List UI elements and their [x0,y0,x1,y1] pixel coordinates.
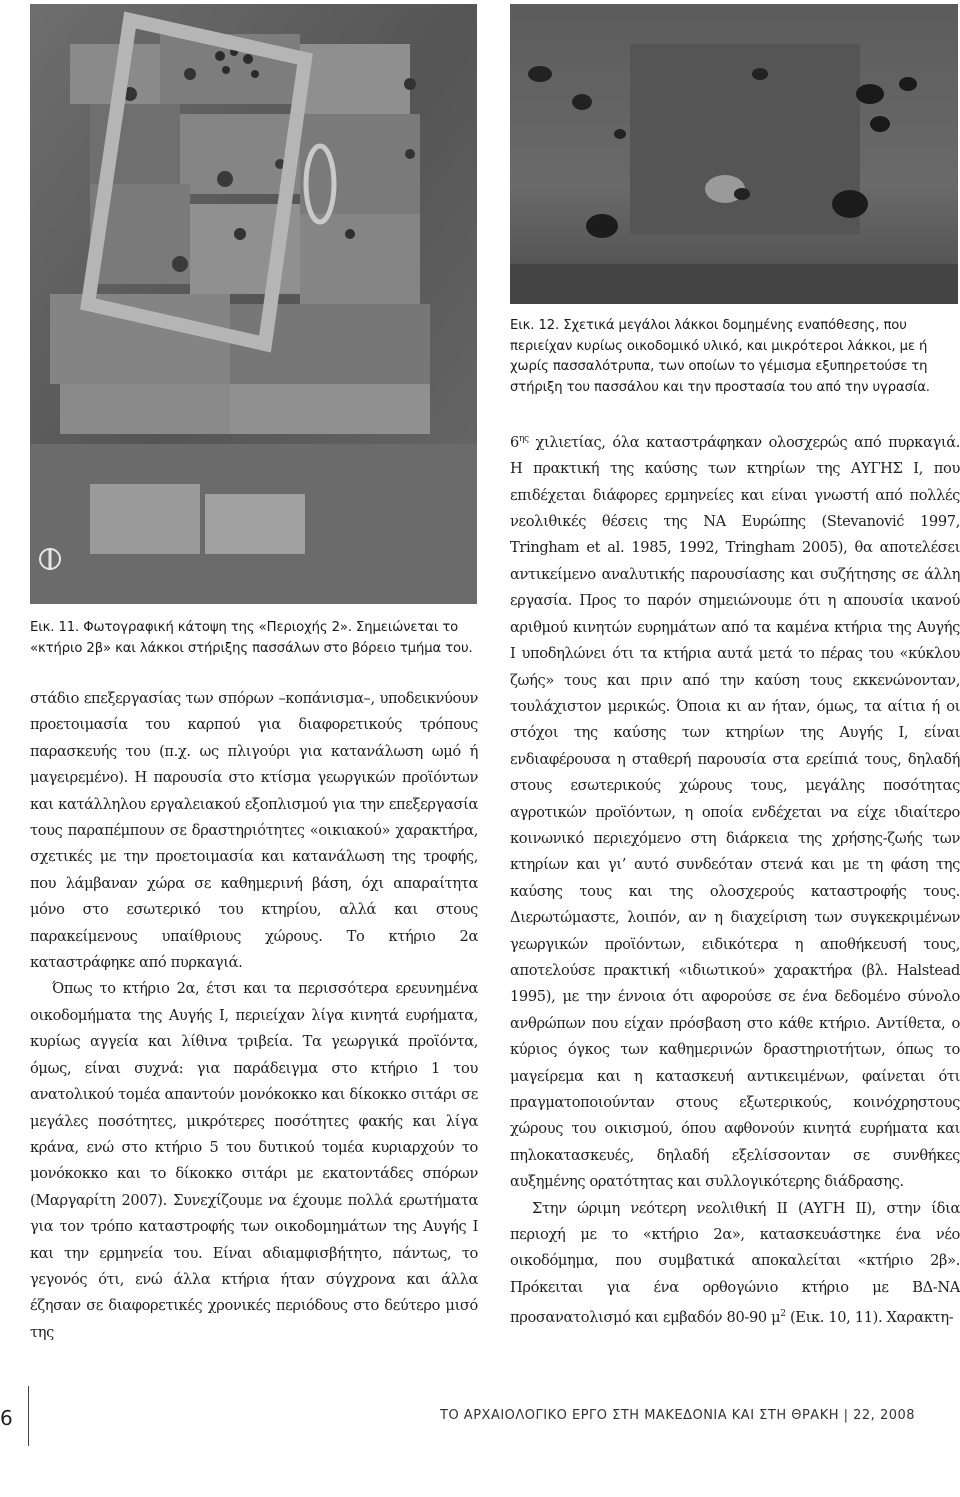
left-text-column [30,686,478,1346]
paragraph [510,1196,960,1332]
text-fragment: 6 [510,433,519,451]
superscript: ης [518,434,529,444]
aerial-plan-image [30,4,477,604]
paragraph [510,426,960,1196]
footer-divider [28,1386,29,1446]
right-text-column [510,426,960,1332]
paragraph: στάδιο επεξεργασίας των σπόρων –κοπάνισμα–, υποδεικνύουν προετοιμασία του καρπού για διαφορετικούς τρόπους παρασκευής του (π.χ. ως πλιγούρι για κατανάλωση ωμό ή μαγειρεμένο). Η παρουσία στο κτίσμα γεωργικών προϊόντων και κατάλληλου εργαλειακού εξοπλισμού για την επεξεργασία τους παραπέμπουν σε δραστηριότητες «οικιακού» χαρακτήρα, σχετικές με την προετοιμασία και κατανάλωση της τροφής, που λάμβαναν χώρα σε καθημερινή βάση, όχι απαραίτητα μόνο στο εσωτερικό του κτηρίου, αλλά και στους παρακείμενους υπαίθριους χώρους. Το κτήριο 2α καταστράφηκε από πυρκαγιά. [30,690,478,972]
superscript: 2 [780,1309,786,1320]
figure-12-caption [510,316,960,398]
figure-12-caption-text: Σχετικά μεγάλοι λάκκοι δομημένης εναπόθεσης, που περιείχαν κυρίως οικοδομικό υλικό, και μικρότεροι λάκκοι, με ή χωρίς πασσαλότρυπα, των οποίων το γέμισμα εξυπηρετούσε τη στήριξη του πασσάλου και την προστασία του από την υγρασία. [510,318,930,395]
text-fragment: Στην ώριμη νεότερη νεολιθική ΙΙ (ΑΥΓΗ ΙΙ), στην ίδια περιοχή με το «κτήριο 2α», κατασκευάστηκε ένα νέο οικοδόμημα, που συμβατικά αποκαλείται «κτήριο 2β». Πρόκειται για ένα ορθογώνιο κτήριο με ΒΔ-ΝΑ προσανατολισμό και εμβαδόν 80-90 μ [510,1199,960,1327]
paragraph: Όπως το κτήριο 2α, έτσι και τα περισσότερα ερευνημένα οικοδομήματα της Αυγής Ι, περιείχαν λίγα κινητά ευρήματα, κυρίως αγγεία και λίθινα τριβεία. Τα γεωργικά προϊόντα, όμως, είναι συχνά: για παράδειγμα στο κτήριο 1 του ανατολικού τομέα απαντούν μονόκοκκο και δίκοκκο σιτάρι σε μεγάλες ποσότητες, μικρότερες ποσότητες φακής και λίγα κράνα, ενώ στο κτήριο 5 του δυτικού τομέα κυριαρχούν το μονόκοκκο και το δίκοκκο σιτάρι με εκατοντάδες σπόρων (Μαργαρίτη 2007). Συνεχίζουμε να έχουμε πολλά ερωτήματα για τον τρόπο καταστροφής των οικοδομημάτων της Αυγής Ι και την ερμηνεία του. Είναι αδιαμφισβήτητο, πάντως, το γεγονός ότι, ενώ άλλα κτήρια ήταν σύγχρονα και άλλα έζησαν σε διαφορετικές χρονικές περιόδους στο δεύτερο μισό της [30,980,478,1341]
figure-11-photo [30,4,477,604]
figure-11-label: Εικ. 11. [30,620,80,635]
journal-title: ΤΟ ΑΡΧΑΙΟΛΟΓΙΚΟ ΕΡΓΟ ΣΤΗ ΜΑΚΕΔΟΝΙΑ ΚΑΙ ΣΤΗ ΘΡΑΚΗ | 22, 2008 [440,1408,916,1423]
page-number: 6 [0,1406,13,1430]
figure-12-label: Εικ. 12. [510,318,560,333]
figure-12-photo [510,4,958,304]
excavation-pits-image [510,4,958,304]
text-fragment: (Εικ. 10, 11). Χαρακτη- [785,1309,954,1327]
figure-11-caption-text: Φωτογραφική κάτοψη της «Περιοχής 2». Σημειώνεται το «κτήριο 2β» και λάκκοι στήριξης πασσάλων στο βόρειο τμήμα του. [30,620,473,656]
figure-11-caption [30,618,482,659]
text-fragment: χιλιετίας, όλα καταστράφηκαν ολοσχερώς από πυρκαγιά. Η πρακτική της καύσης των κτηρίων της ΑΥΓΗΣ Ι, που επιδέχεται διάφορες ερμηνείες και είναι γνωστή από πολλές νεολιθικές θέσεις της ΝΑ Ευρώπης (Stevanović 1997, Tringham et al. 1985, 1992, Tringham 2005), θα αποτελέσει αντικείμενο αναλυτικής παρουσίασης και συζήτησης σε άλλη εργασία. Προς το παρόν σημειώνουμε ότι η απουσία ικανού αριθμού κινητών ευρημάτων από τα καμένα κτήρια της Αυγής Ι υποδηλώνει ότι τα κτήρια αυτά μετά το πέρας του «κύκλου ζωής» τους και πριν από την καύση τους εκκενώνονταν, τουλάχιστον μερικώς. Όποια κι αν ήταν, όμως, τα αίτια ή οι στόχοι της καύσης των κτηρίων της Αυγής Ι, είναι ενδιαφέρουσα η σταθερή παρουσία στα ερείπιά τους, δηλαδή στους εσωτερικούς χώρους τους, μεγάλης ποσότητας αγροτικών προϊόντων, η οποία ενδέχεται να είχε ιδιαίτερο κοινωνικό περιεχόμενο στη διάρκεια της χρήσης-ζωής των κτηρίων και γι’ αυτό συνδεόταν στενά και με τη φάση της καύσης τους και της ολοσχερούς καταστροφής τους. Διερωτώμαστε, λοιπόν, αν η διαχείριση των συγκεκριμένων γεωργικών προϊόντων, ειδικότερα η αποθήκευσή τους, αποτελούσε πρακτική «ιδιωτικού» χαρακτήρα (βλ. Halstead 1995), με την έννοια ότι αφορούσε σε ένα δεδομένο σύνολο ανθρώπων που είχαν πρόσβαση στο κάθε κτήριο. Αντίθετα, ο κύριος όγκος των καθημερινών δραστηριοτήτων, όπως το μαγείρεμα και η κατασκευή αντικειμένων, φαίνεται ότι πραγματοποιούνταν στους εξωτερικούς, κοινόχρηστους χώρους του οικισμού, όπου αφθονούν κινητά ευρήματα και πηλοκατασκευές, δηλαδή εξελίσσονταν σε συνθήκες αυξημένης ορατότητας και συλλογικότερης διάδρασης. [510,433,960,1191]
